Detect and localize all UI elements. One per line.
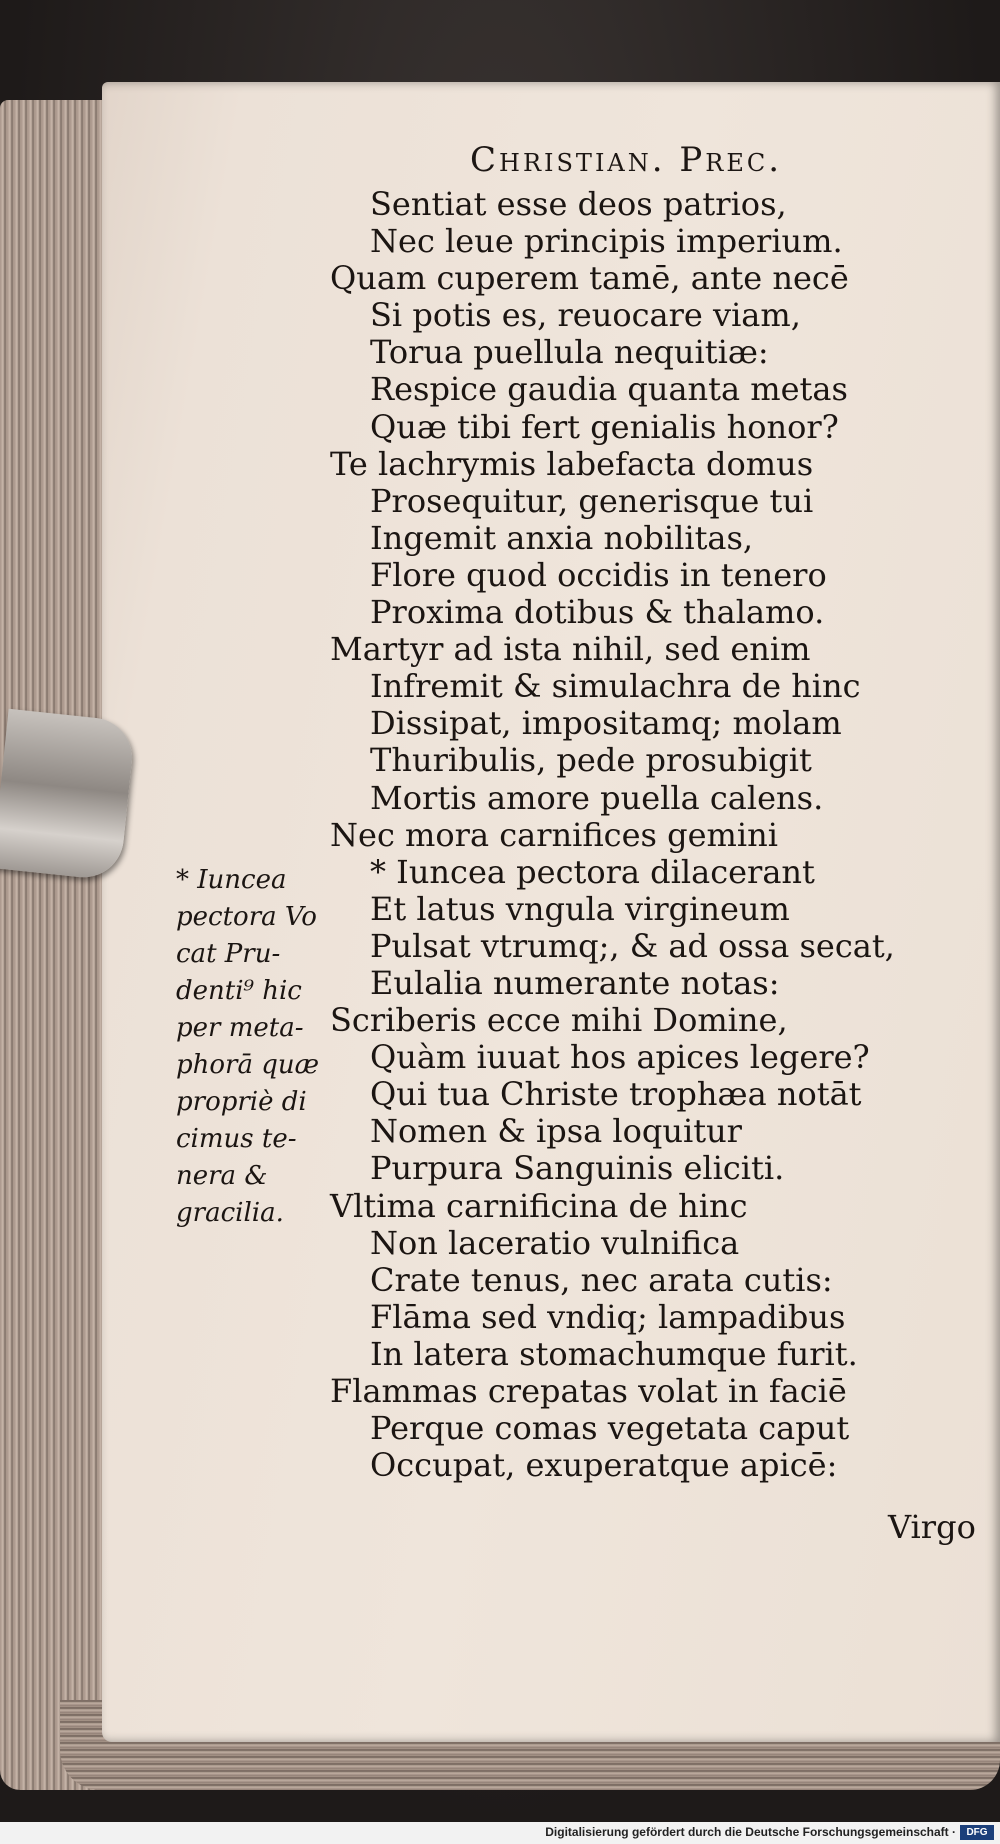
marginal-note-line: pectora Vo [176,902,317,932]
footer-credit: Digitalisierung gefördert durch die Deutsche Forschungsgemeinschaft · [545,1825,956,1839]
footer-bar [0,1822,1000,1844]
verse-line: Martyr ad ista nihil, sed enim [330,630,811,669]
verse-line: Quàm iuuat hos apices legere? [370,1038,870,1077]
verse-line: Purpura Sanguinis eliciti. [370,1149,785,1188]
verse-line: Quam cuperem tamē, ante necē [330,259,849,298]
verse-line: Thuribulis, pede prosubigit [370,741,812,780]
verse-line: Vltima carnificina de hinc [330,1186,748,1225]
verse-line: Te lachrymis labefacta domus [330,444,814,483]
verse-line: Prosequitur, generisque tui [370,481,814,520]
marginal-note-line: cat Pru- [176,939,281,969]
page-clip [0,709,136,882]
verse-line: Pulsat vtrumq;, & ad ossa secat, [370,926,895,965]
verse-line: Si potis es, reuocare viam, [370,296,801,335]
verse-line: Eulalia numerante notas: [370,963,780,1002]
verse-line: Flore quod occidis in tenero [370,555,827,594]
verse-line: Et latus vngula virgineum [370,889,790,928]
marginal-note-line: propriè di [176,1087,307,1117]
verse-line: Nec leue principis imperium. [370,222,843,261]
marginal-note-line: cimus te- [176,1124,297,1154]
dfg-logo: DFG [960,1825,994,1840]
verse-line: Perque comas vegetata caput [370,1409,850,1448]
catchword: Virgo [888,1508,976,1546]
verse-line: Non laceratio vulnifica [370,1223,740,1262]
verse-line: Respice gaudia quanta metas [370,370,848,409]
marginal-note-line: nera & [176,1161,268,1191]
marginal-note-line: denti⁹ hic [176,976,302,1006]
verse-line: Quæ tibi fert genialis honor? [370,407,839,446]
verse-line: Sentiat esse deos patrios, [370,185,787,223]
verse-line: Torua puellula nequitiæ: [370,333,769,372]
verse-line: Occupat, exuperatque apicē: [370,1446,838,1485]
marginal-note [176,862,336,1232]
verse-line: Flammas crepatas volat in faciē [330,1372,847,1410]
verse-line: In latera stomachumque furit. [370,1334,858,1373]
marginal-note-line: per meta- [176,1013,304,1043]
verse-line: Infremit & simulachra de hinc [370,667,861,706]
verse-line: Proxima dotibus & thalamo. [370,593,825,632]
marginal-note-line: gracilia. [176,1198,284,1228]
marginal-note-line: phorā quæ [176,1050,320,1080]
verse-line: Mortis amore puella calens. [370,778,824,817]
verse-line: Scriberis ecce mihi Domine, [330,1001,788,1040]
marginal-note-line: * Iuncea [176,865,287,895]
page-edges [0,100,110,1790]
verse-line: Nec mora carnifices gemini [330,815,778,854]
verse-line: Qui tua Christe trophæa notāt [370,1075,862,1114]
verse-line: Crate tenus, nec arata cutis: [370,1260,833,1299]
verse-text [330,185,895,1485]
verse-line: Nomen & ipsa loquitur [370,1112,742,1151]
verse-line: Flāma sed vndiq; lampadibus [370,1297,846,1336]
verse-line: Dissipat, impositamq; molam [370,704,842,743]
verse-line: * Iuncea pectora dilacerant [370,852,815,891]
running-head: Christian. Prec. [470,140,783,180]
verse-line: Ingemit anxia nobilitas, [370,518,754,557]
